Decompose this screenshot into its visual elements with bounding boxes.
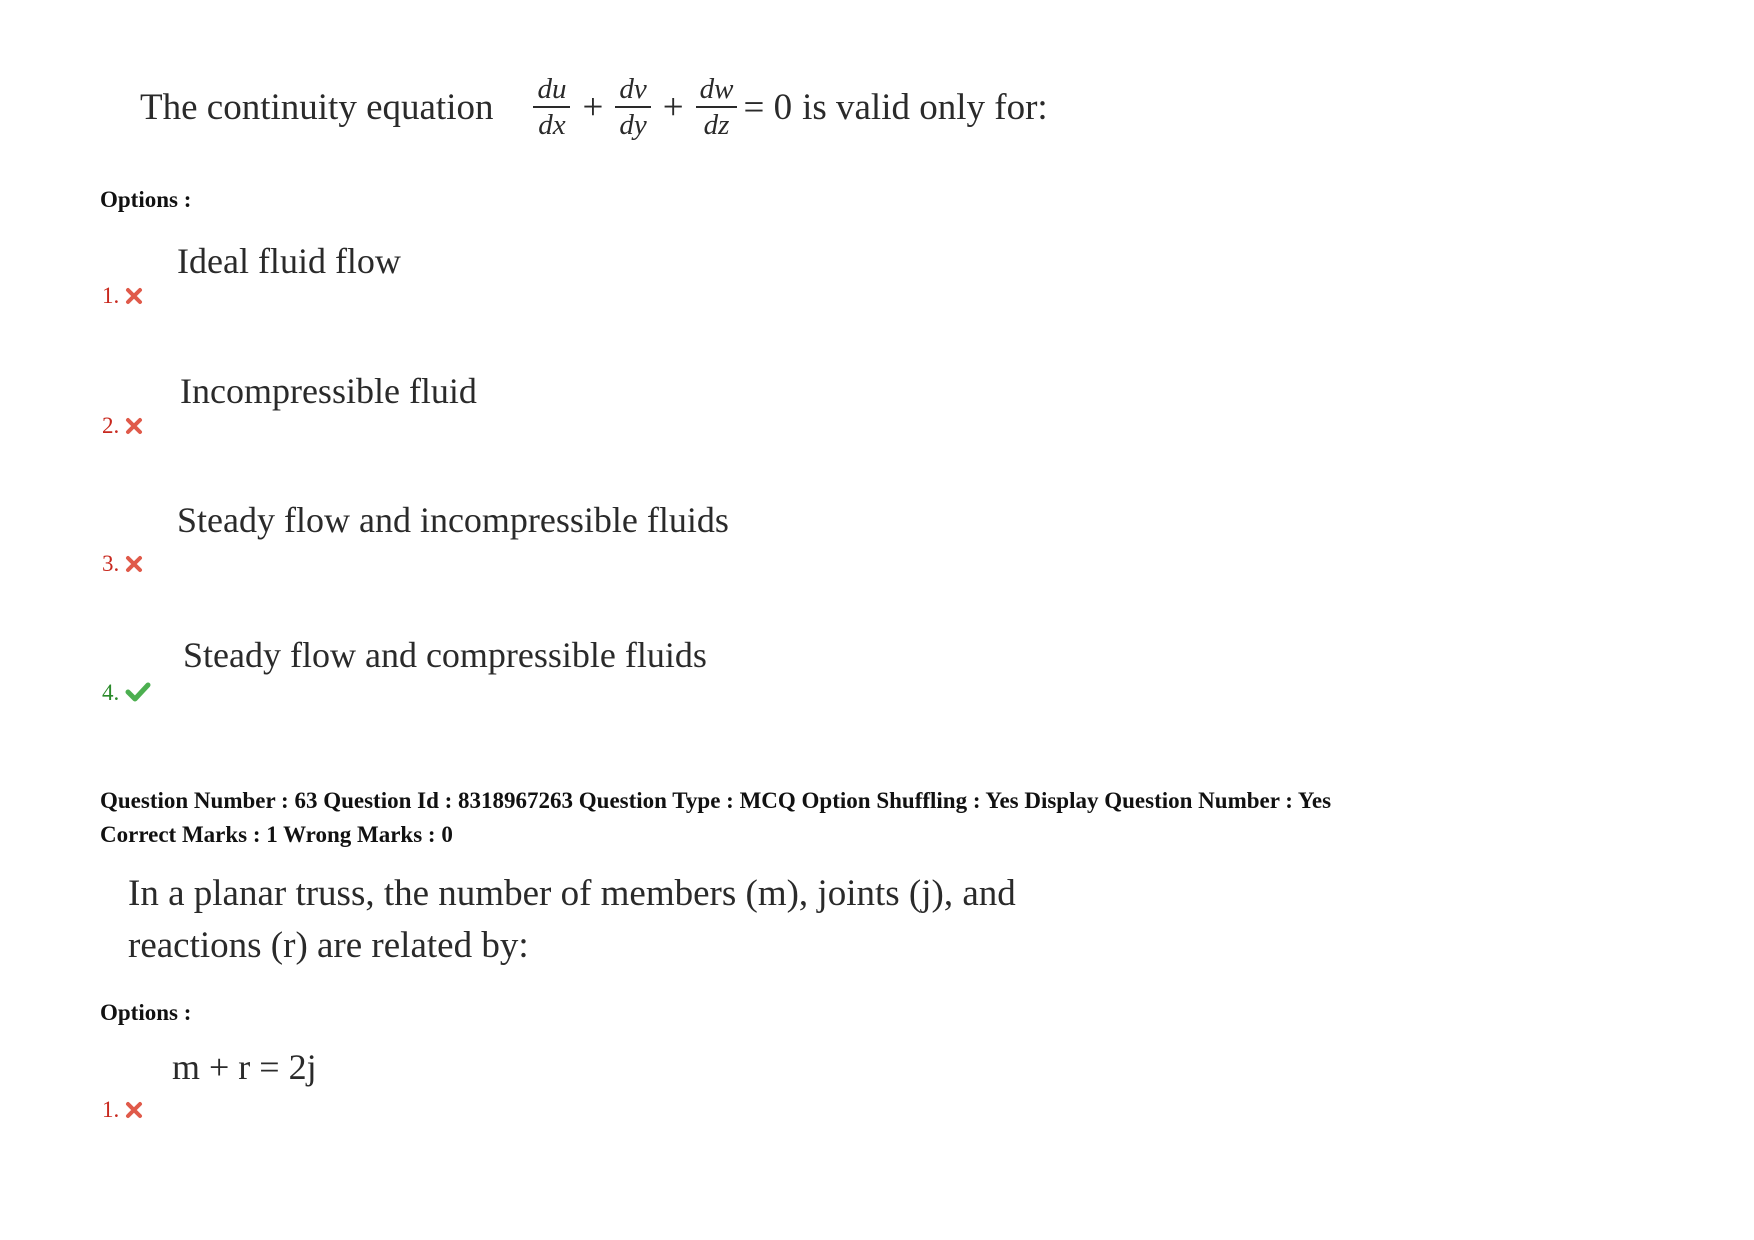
cross-mark-icon [125,1099,143,1125]
question-text-before: The continuity equation [140,86,494,128]
question-63-text-line-2: reactions (r) are related by: [128,925,529,966]
question-text-after: is valid only for: [802,86,1048,128]
option-4-text: Steady flow and compressible fluids [183,635,707,675]
question-62-text [140,72,1048,142]
fraction-denominator: dz [703,109,730,141]
option-1-number-row [102,1097,143,1125]
option-number: 2. [102,413,120,438]
option-number: 1. [102,283,120,308]
cross-mark-icon [125,415,143,441]
check-mark-icon [125,682,151,708]
option-1-text: Ideal fluid flow [177,241,401,281]
fraction-dv-dy [615,72,650,142]
option-number: 4. [102,680,120,705]
option-2-number-row [102,413,143,441]
cross-mark-icon [125,285,143,311]
question-meta-line-1: Question Number : 63 Question Id : 8318967263 Question Type : MCQ Option Shuffling : Yes Display Question Number : Yes [100,788,1332,813]
fraction-denominator: dx [538,109,566,141]
option-4-number-row [102,680,151,708]
fraction-numerator: dv [619,73,647,105]
options-label: Options : [100,187,192,212]
option-2-text: Incompressible fluid [180,371,477,411]
fraction-numerator: dw [699,73,734,105]
option-1-number-row [102,283,143,311]
option-number: 3. [102,551,120,576]
question-63-text-line-1: In a planar truss, the number of members (m), joints (j), and [128,873,1016,914]
fraction-dw-dz [696,72,738,142]
fraction-denominator: dy [619,109,647,141]
plus-sign: + [582,86,604,128]
fraction-numerator: du [537,73,567,105]
option-3-text: Steady flow and incompressible fluids [177,500,729,540]
equals-zero: = 0 [743,86,793,128]
option-3-number-row [102,551,143,579]
question-meta-line-2: Correct Marks : 1 Wrong Marks : 0 [100,822,453,847]
option-1-text: m + r = 2j [172,1047,317,1087]
cross-mark-icon [125,553,143,579]
plus-sign: + [662,86,684,128]
fraction-du-dx [533,72,570,142]
option-number: 1. [102,1097,120,1122]
options-label: Options : [100,1000,192,1025]
